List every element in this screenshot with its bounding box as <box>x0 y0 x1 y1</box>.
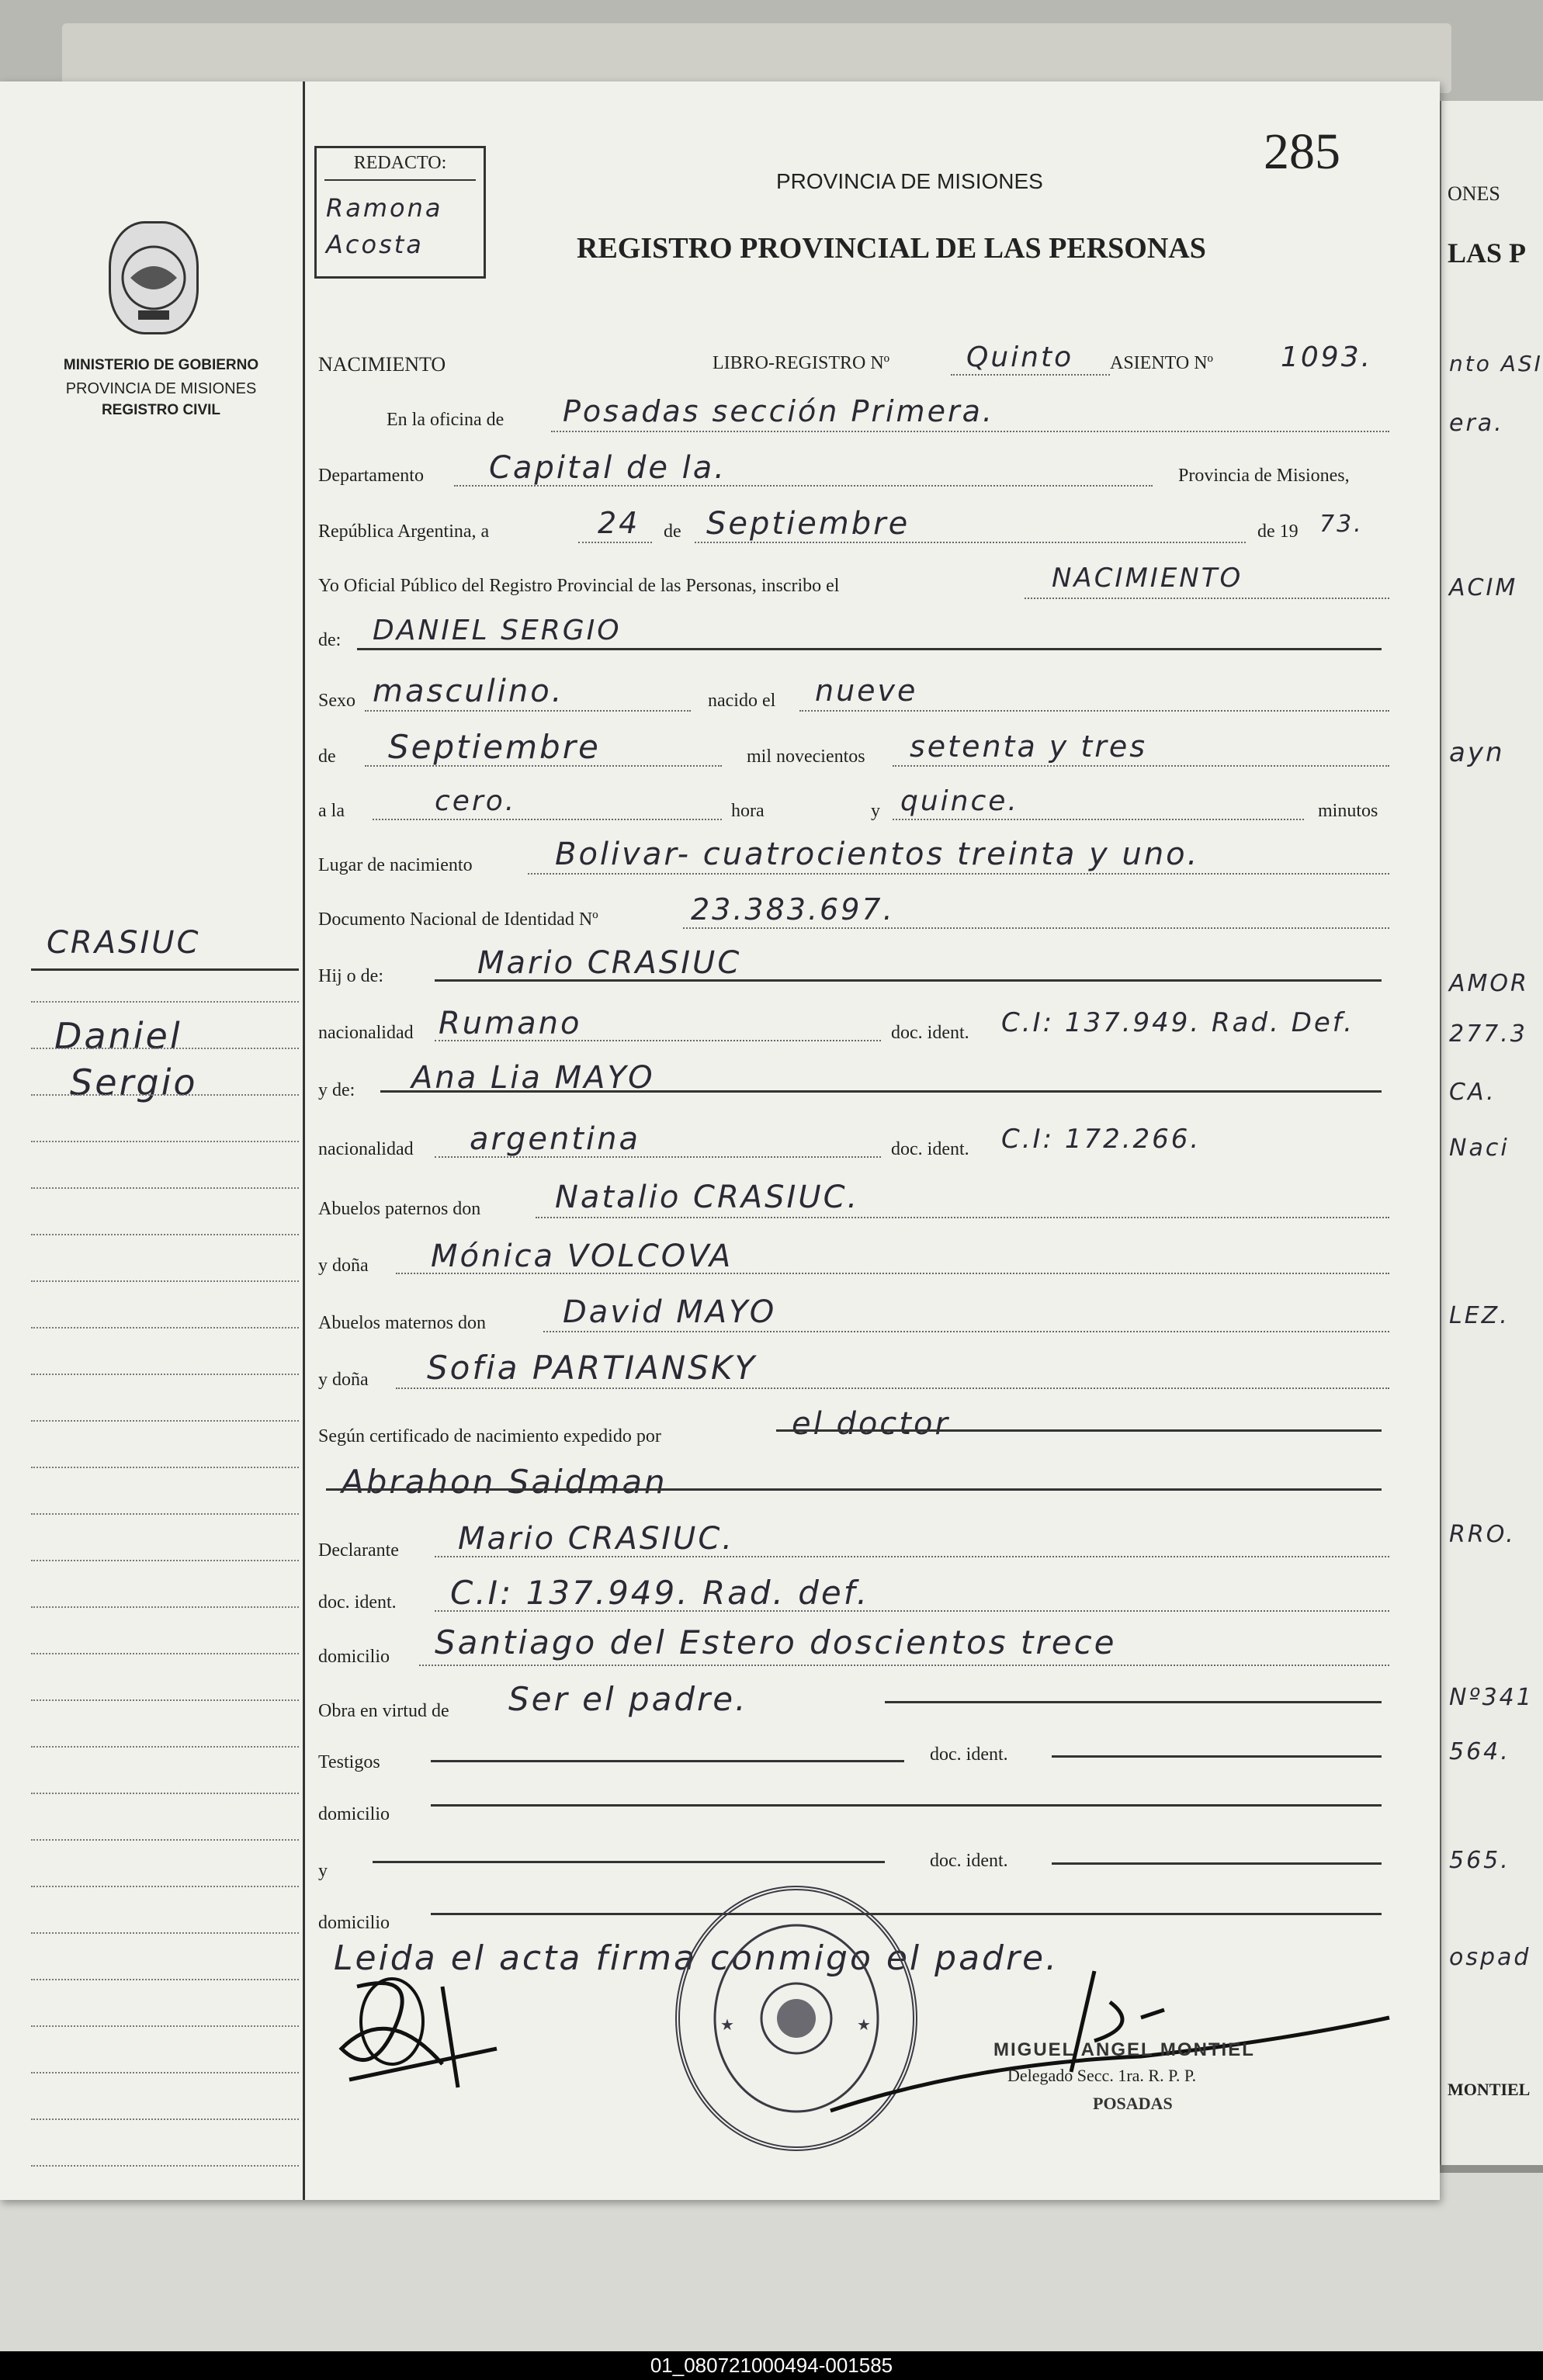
departamento-label: Departamento <box>318 466 424 486</box>
testigos-doc-label: doc. ident. <box>930 1744 1008 1765</box>
margin-divider <box>303 81 305 2200</box>
obra-value: Ser el padre. <box>508 1680 748 1718</box>
de-mes-label: de <box>318 747 336 767</box>
redacto-rule <box>324 179 476 181</box>
redacto-name-2: Acosta <box>326 230 424 259</box>
fill-line <box>435 1610 1389 1612</box>
margin-line <box>31 1094 299 1096</box>
hora-label: hora <box>731 801 765 821</box>
sidebar-registro-civil: REGISTRO CIVIL <box>101 402 221 418</box>
margin-line <box>31 1979 299 1980</box>
libro-value: Quinto <box>966 341 1074 373</box>
y-label: y <box>871 801 880 821</box>
oficina-label: En la oficina de <box>387 410 505 430</box>
minutos-label: minutos <box>1318 801 1378 821</box>
nacido-dia: nueve <box>815 674 918 708</box>
testigo2-domicilio-label: domicilio <box>318 1913 390 1933</box>
redacto-box <box>314 146 486 279</box>
fill-line <box>365 765 722 767</box>
margin-rule <box>31 968 299 971</box>
margin-surname: CRASIUC <box>47 925 201 961</box>
margin-line <box>31 1839 299 1841</box>
fill-line <box>435 1156 881 1158</box>
abuela-paterna: Mónica VOLCOVA <box>431 1239 733 1274</box>
testigo2-doc-label: doc. ident. <box>930 1851 1008 1871</box>
official-city: POSADAS <box>1093 2094 1173 2113</box>
page2-handwriting: 277.3 <box>1449 1020 1527 1048</box>
fill-line <box>1052 1862 1382 1865</box>
asiento-label: ASIENTO Nº <box>1110 353 1213 373</box>
page2-handwriting: CA. <box>1449 1079 1496 1106</box>
ala-label: a la <box>318 801 345 821</box>
abuelo-paterno: Natalio CRASIUC. <box>555 1180 860 1215</box>
margin-line <box>31 1699 299 1701</box>
mil-label: mil novecientos <box>747 747 865 767</box>
docident-label: doc. ident. <box>891 1139 969 1159</box>
fill-line <box>893 765 1389 767</box>
fill-line <box>543 1331 1389 1332</box>
margin-line <box>31 2072 299 2073</box>
margin-line <box>31 1560 299 1561</box>
y2-label: y <box>318 1861 328 1881</box>
page2-handwriting: era. <box>1449 410 1504 437</box>
margin-line <box>31 1048 299 1049</box>
dni-label: Documento Nacional de Identidad Nº <box>318 909 598 930</box>
madre-value: Ana Lia MAYO <box>411 1060 655 1096</box>
margin-line <box>31 1327 299 1329</box>
fill-line <box>326 1488 1382 1491</box>
fill-line <box>431 1760 904 1762</box>
fill-line <box>454 485 1153 487</box>
margin-line <box>31 1793 299 1794</box>
margin-line <box>31 2165 299 2167</box>
page2-handwriting: nto ASI <box>1449 351 1543 376</box>
yde-label: y de: <box>318 1080 355 1100</box>
page2-handwriting: Nº341 <box>1449 1684 1534 1711</box>
svg-text:★: ★ <box>720 2017 734 2034</box>
testigo-domicilio-label: domicilio <box>318 1804 390 1824</box>
signature-padre-icon <box>326 1956 512 2103</box>
lugar-value: Bolivar- cuatrocientos treinta y uno. <box>555 837 1200 872</box>
official-title: Delegado Secc. 1ra. R. P. P. <box>1007 2066 1197 2085</box>
declarante-doc: C.I: 137.949. Rad. def. <box>450 1574 870 1612</box>
padre-value: Mario CRASIUC <box>477 945 742 981</box>
page2-handwriting: Naci <box>1449 1135 1510 1162</box>
fill-line <box>1052 1755 1382 1758</box>
fill-line <box>893 819 1304 820</box>
page2-text: MONTIEL <box>1448 2080 1531 2099</box>
fill-line <box>373 819 722 820</box>
fill-line <box>776 1429 1382 1432</box>
page2-text: ONES <box>1448 182 1500 205</box>
date-day: 24 <box>598 506 640 540</box>
fill-line <box>951 374 1110 376</box>
inscribo-value: NACIMIENTO <box>1052 563 1243 594</box>
nac-label: nacionalidad <box>318 1023 414 1043</box>
page2-handwriting: ospad <box>1449 1944 1531 1971</box>
closing-sentence: Leida el acta firma conmigo el padre. <box>334 1938 1059 1978</box>
fill-line <box>683 927 1389 929</box>
padre-doc: C.I: 137.949. Rad. Def. <box>1001 1007 1354 1038</box>
de-year-label: de 19 <box>1257 521 1299 542</box>
certificado-label: Según certificado de nacimiento expedido por <box>318 1426 661 1446</box>
sexo-label: Sexo <box>318 691 355 711</box>
nacido-mes: Septiembre <box>388 728 601 766</box>
margin-line <box>31 1234 299 1235</box>
margin-line <box>31 2025 299 2027</box>
margin-given-name-2: Sergio <box>70 1062 198 1103</box>
redacto-name-1: Ramona <box>326 193 443 223</box>
margin-line <box>31 1932 299 1934</box>
file-identifier: 01_080721000494-001585 <box>0 2351 1543 2380</box>
sexo-value: masculino. <box>373 674 564 709</box>
medico-value: Abrahon Saidman <box>342 1463 667 1501</box>
coat-of-arms-icon <box>109 221 199 334</box>
declarante-label: Declarante <box>318 1540 399 1561</box>
page2-handwriting: RRO. <box>1449 1521 1516 1548</box>
abuelos-mat-label: Abuelos maternos don <box>318 1313 486 1333</box>
oficina-value: Posadas sección Primera. <box>563 394 994 428</box>
sidebar-ministerio: MINISTERIO DE GOBIERNO <box>63 357 259 373</box>
abuela-materna: Sofia PARTIANSKY <box>427 1349 758 1387</box>
madre-doc: C.I: 172.266. <box>1001 1124 1201 1155</box>
madre-nacionalidad: argentina <box>470 1121 640 1157</box>
page2-handwriting: ACIM <box>1449 574 1518 601</box>
margin-line <box>31 1886 299 1887</box>
fill-line <box>695 542 1246 543</box>
fill-line <box>419 1665 1389 1666</box>
fill-line <box>536 1217 1389 1218</box>
fill-line <box>435 979 1382 982</box>
fill-line <box>528 873 1389 875</box>
page2-handwriting: AMOR <box>1449 970 1529 997</box>
hora-value: cero. <box>435 785 517 817</box>
page2-text: LAS P <box>1448 237 1527 268</box>
header-registro: REGISTRO PROVINCIAL DE LAS PERSONAS <box>577 232 1206 265</box>
margin-line <box>31 1141 299 1142</box>
fill-line <box>373 1861 885 1863</box>
fill-line <box>885 1701 1382 1703</box>
fill-line <box>396 1273 1389 1274</box>
docident-label: doc. ident. <box>891 1023 969 1043</box>
fill-line <box>396 1387 1389 1389</box>
margin-line <box>31 1513 299 1515</box>
de-label: de <box>664 521 681 542</box>
hijo-label: Hij o de: <box>318 966 383 986</box>
margin-line <box>31 1280 299 1282</box>
official-name: MIGUEL ANGEL MONTIEL <box>993 2039 1255 2060</box>
fill-line <box>551 431 1389 432</box>
fill-line <box>431 1804 1382 1807</box>
date-month: Septiembre <box>706 506 910 542</box>
nacimiento-label: NACIMIENTO <box>318 353 446 376</box>
page2-handwriting: 565. <box>1449 1847 1510 1874</box>
padre-nacionalidad: Rumano <box>439 1006 582 1041</box>
domicilio-value: Santiago del Estero doscientos trece <box>435 1623 1117 1661</box>
de-nombre-label: de: <box>318 630 342 650</box>
oficial-text: Yo Oficial Público del Registro Provincial de las Personas, inscribo el <box>318 576 840 596</box>
declarante-doc-label: doc. ident. <box>318 1592 397 1613</box>
adjacent-page <box>1440 101 1543 2165</box>
republica-label: República Argentina, a <box>318 521 490 542</box>
fill-line <box>365 710 691 712</box>
nac-label: nacionalidad <box>318 1139 414 1159</box>
margin-line <box>31 1467 299 1468</box>
abuelo-materno: David MAYO <box>563 1294 777 1330</box>
fill-line <box>1025 598 1389 599</box>
libro-label: LIBRO-REGISTRO Nº <box>713 353 890 373</box>
margin-line <box>31 1001 299 1003</box>
minutos-value: quince. <box>900 785 1019 817</box>
lugar-label: Lugar de nacimiento <box>318 855 473 875</box>
margin-given-name-1: Daniel <box>54 1015 182 1057</box>
nacido-year: setenta y tres <box>910 729 1148 764</box>
margin-line <box>31 1746 299 1748</box>
nacido-label: nacido el <box>708 691 776 711</box>
asiento-value: 1093. <box>1281 341 1373 373</box>
fill-line <box>435 1040 881 1041</box>
certificado-value: el doctor <box>792 1406 950 1442</box>
svg-text:★: ★ <box>857 2017 871 2034</box>
sidebar-provincia: PROVINCIA DE MISIONES <box>65 380 257 397</box>
fill-line <box>380 1090 1382 1093</box>
margin-line <box>31 2118 299 2120</box>
obra-label: Obra en virtud de <box>318 1701 449 1721</box>
fill-line <box>799 710 1389 712</box>
ydona-label: y doña <box>318 1256 369 1276</box>
fill-line <box>357 648 1382 650</box>
fill-line <box>435 1556 1389 1557</box>
abuelos-pat-label: Abuelos paternos don <box>318 1199 481 1219</box>
page2-handwriting: ayn <box>1449 737 1505 768</box>
declarante-value: Mario CRASIUC. <box>458 1521 734 1557</box>
page-number: 285 <box>1264 123 1340 180</box>
redacto-label: REDACTO: <box>353 153 447 173</box>
margin-line <box>31 1420 299 1422</box>
fill-line <box>578 542 652 543</box>
departamento-value: Capital de la. <box>489 450 727 486</box>
provincia-label: Provincia de Misiones, <box>1178 466 1350 486</box>
margin-line <box>31 1606 299 1608</box>
margin-line <box>31 1187 299 1189</box>
dni-value: 23.383.697. <box>691 892 895 927</box>
margin-line <box>31 1374 299 1375</box>
testigos-label: Testigos <box>318 1752 380 1772</box>
domicilio-label: domicilio <box>318 1647 390 1667</box>
page2-handwriting: 564. <box>1449 1738 1510 1765</box>
margin-line <box>31 1653 299 1654</box>
header-provincia: PROVINCIA DE MISIONES <box>776 169 1043 193</box>
date-year: 73. <box>1319 511 1364 538</box>
nombre-value: DANIEL SERGIO <box>373 615 622 646</box>
ydona-label: y doña <box>318 1370 369 1390</box>
page2-handwriting: LEZ. <box>1449 1302 1510 1329</box>
